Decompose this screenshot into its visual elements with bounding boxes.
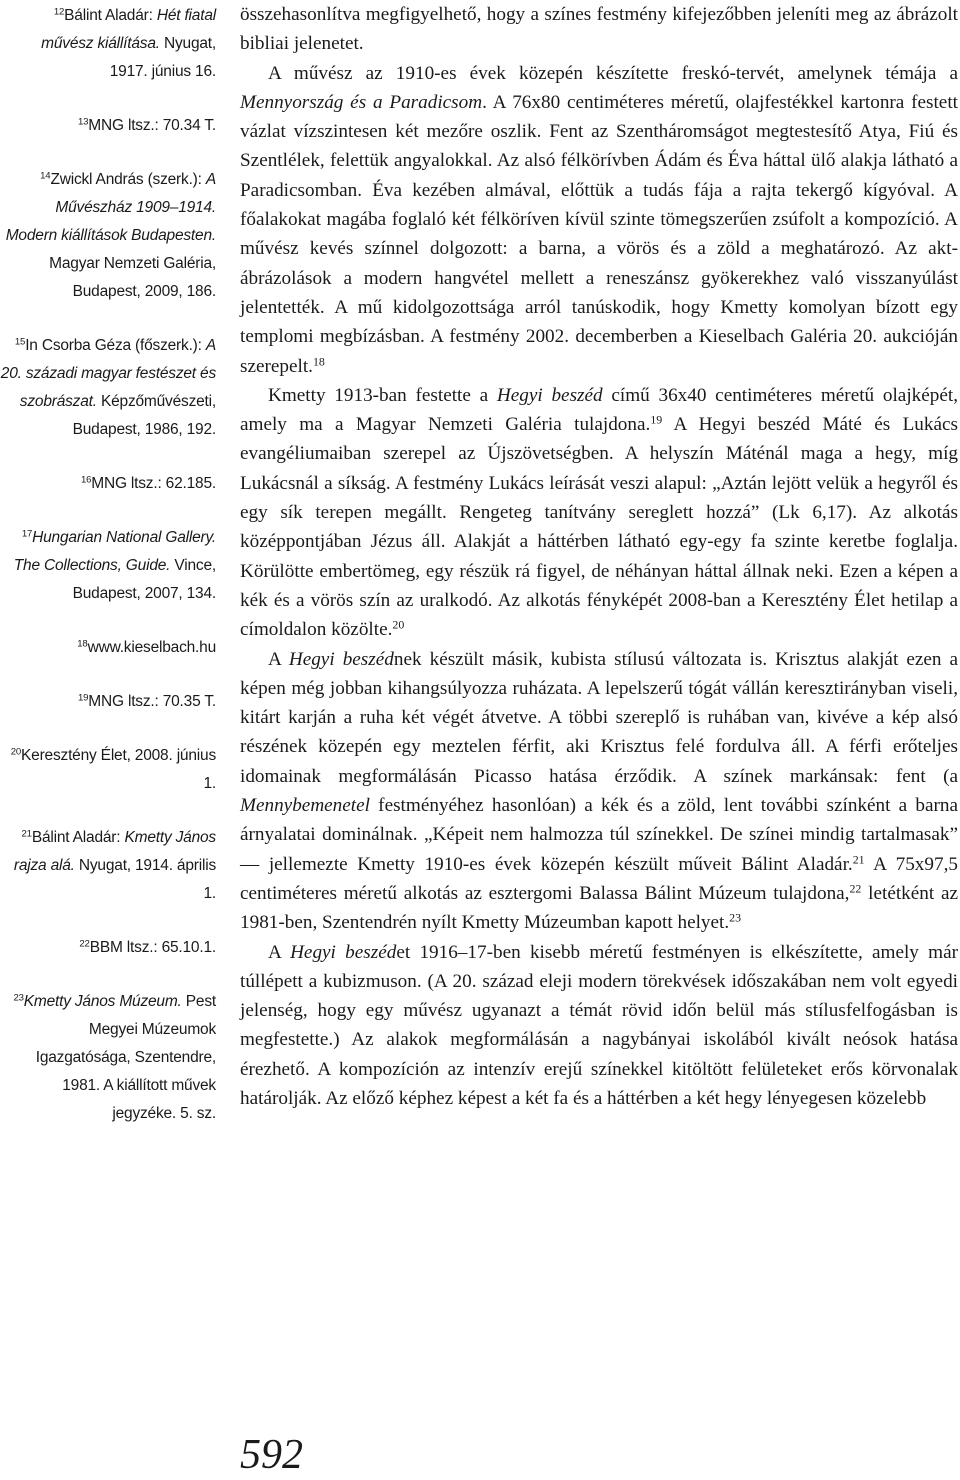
footnote-text: Hét fiatal művész kiállítása.: [41, 7, 216, 52]
text-run: nek készült másik, kubista stílusú változata is. Krisztus alakját ezen a képen még jobban kihangsúlyozza ruházata. A lepelszerű tógát vállán keresztirányban viseli, kitárt karján a ruha két végét átvetve. A többi szereplő is ruhában van, kivéve a kép alsó részének közepén egy meztelen férfit, aki Krisztus felé fordulva áll. A férfi erőteljes idomainak megformálásán Picasso hatása érződik. A színek markánsak: fent (a: [240, 648, 959, 787]
footnote-text: MNG ltsz.: 70.34 T.: [88, 117, 216, 134]
footnote-number: 17: [21, 528, 33, 540]
footnote-text: Keresztény Élet, 2008. június 1.: [21, 747, 216, 792]
footnote-text: Kmetty János rajza alá.: [13, 829, 216, 874]
footnote-text: Nyugat, 1917. június 16.: [109, 35, 216, 80]
footnote-16: [0, 470, 216, 498]
paragraph: [240, 381, 958, 645]
footnote-18: [0, 634, 216, 662]
footnote-ref: 21: [852, 852, 865, 867]
paragraph: [240, 59, 958, 381]
text-run: Mennybemenetel: [240, 795, 370, 817]
text-run: Hegyi beszéd: [290, 941, 397, 963]
footnote-ref: 23: [729, 910, 742, 925]
footnote-23: [0, 988, 216, 1128]
body-text: [240, 0, 958, 1113]
footnote-text: Bálint Aladár:: [64, 7, 157, 24]
footnote-text: Nyugat, 1914. április 1.: [74, 857, 216, 902]
footnote-15: [0, 332, 216, 444]
footnote-text: Zwickl András (szerk.):: [50, 171, 206, 188]
text-run: Hegyi beszéd: [496, 384, 603, 406]
footnote-17: [0, 524, 216, 608]
text-run: Mennyország és a Paradicsom: [240, 91, 483, 113]
paragraph: [240, 645, 958, 938]
footnote-text: BBM ltsz.: 65.10.1.: [89, 939, 216, 956]
footnote-14: [0, 166, 216, 306]
text-run: festményéhez hasonlóan) a kék és a zöld, lent további színként a barna árnyalatai dominálnak. „Képeit nem halmozza túl színekkel. De színei mindig tartalmasak” — jellemezte Kmetty 1910-es évek közepén készült műveit Bálint Aladár.: [240, 795, 958, 875]
footnote-number: 16: [80, 474, 92, 486]
footnote-text: Hungarian National Gallery. The Collections, Guide.: [13, 529, 216, 574]
paragraph: [240, 938, 958, 1114]
footnote-text: MNG ltsz.: 70.35 T.: [88, 693, 216, 710]
footnote-21: [0, 824, 216, 908]
footnote-13: [0, 112, 216, 140]
footnote-text: In Csorba Géza (főszerk.):: [25, 337, 206, 354]
footnote-number: 12: [53, 6, 65, 18]
footnote-number: 20: [10, 746, 22, 758]
footnote-text: Magyar Nemzeti Galéria, Budapest, 2009, 186.: [49, 255, 216, 300]
footnote-text: Vince, Budapest, 2007, 134.: [72, 557, 216, 602]
text-run: A: [268, 648, 289, 670]
footnote-number: 22: [79, 938, 90, 950]
text-run: A: [268, 941, 291, 963]
footnote-ref: 19: [650, 412, 663, 427]
footnote-number: 23: [13, 992, 24, 1004]
footnote-19: [0, 688, 216, 716]
text-run: . A 76x80 centiméteres méretű, olajfestékkel kartonra festett vázlat vízszintesen két mezőre oszlik. Fent az Szentháromságot megtestesítő Atya, Fiú és Szentlélek, felettük angyalokkal. Az alsó félkörívben Ádám és Éva háttal ülő alakja látható a Paradicsomban. Éva kezében almával, előttük a tudás fája a rajta tekergő kígyóval. A főalakokat magába foglaló két félköríven kívül szinte tömegszerűen zsúfolt a kompozíció. A művész kevés színnel dolgozott: a barna, a vörös és a zöld a meghatározó. Az akt-ábrázolások a modern hangvétel mellett a reneszánsz gyökerekhez való visszanyúlást jelentették. A mű kidolgozottsága arról tanúskodik, hogy Kmetty komolyan bízott egy templomi megbízásban. A festmény 2002. decemberben a Kieselbach Galéria 20. aukcióján szerepelt.: [240, 91, 958, 377]
footnote-text: Bálint Aladár:: [31, 829, 125, 846]
text-run: Kmetty 1913-ban festette a: [268, 384, 497, 406]
footnote-ref: 20: [392, 617, 405, 632]
text-run: Hegyi beszéd: [288, 648, 394, 670]
paragraph: [240, 0, 958, 59]
footnote-text: Képzőművészeti, Budapest, 1986, 192.: [72, 393, 216, 438]
footnote-number: 13: [78, 116, 89, 128]
footnotes-column: [0, 2, 216, 1154]
text-run: A művész az 1910-es évek közepén készítette freskó-tervét, amelynek témája a: [268, 62, 958, 84]
footnote-number: 18: [77, 638, 88, 650]
footnote-number: 21: [21, 828, 32, 840]
footnote-text: A Művészház 1909–1914. Modern kiállítások Budapesten.: [5, 171, 216, 244]
footnote-number: 14: [40, 170, 51, 182]
footnote-number: 19: [78, 692, 89, 704]
footnote-number: 15: [14, 336, 26, 348]
page-number: 592: [240, 1432, 303, 1478]
text-run: A 75x97,5 centiméteres méretű alkotás az esztergomi Balassa Bálint Múzeum tulajdona,: [240, 853, 958, 904]
footnote-text: Pest Megyei Múzeumok Igazgatósága, Szentendre, 1981. A kiállított művek jegyzéke. 5. sz.: [35, 993, 216, 1122]
footnote-text: MNG ltsz.: 62.185.: [91, 475, 216, 492]
footnote-20: [0, 742, 216, 798]
text-run: című 36x40 centiméteres méretű olajképét, amely ma a Magyar Nemzeti Galéria tulajdona.: [240, 384, 959, 436]
text-run: A Hegyi beszéd Máté és Lukács evangéliumaiban szerepel az Újszövetségben. A helyszín Máténál maga a hegy, míg Lukácsnál a síkság. A festmény Lukács leírását veszi alapul: „Aztán lejött velük a hegyről és egy sík terepen megállt. Rengeteg tanítvány sereglett hozzá” (Lk 6,17). Az alkotás középpontjában Jézus áll. Alakját a háttérben látható egy-egy fa szinte keretbe foglalja. Körülötte embertömeg, egy részük rá figyel, de néhányan háttal állnak neki. Ezen a képen a kék és a vörös szín az uralkodó. Az alkotás fényképét 2008-ban a Keresztény Élet hetilap a címoldalon közölte.: [240, 414, 958, 641]
footnote-text: Kmetty János Múzeum.: [23, 993, 182, 1010]
footnote-ref: 18: [312, 354, 325, 369]
text-run: et 1916–17-ben kisebb méretű festményen is elkészítette, amely már túllépett a kubizmuson. (A 20. század eleji modern törekvések időszakában nem volt egyedi jelenség, hogy egy művész ugyanazt a témát rövid időn belül más stílusfelfogásban is megfestette.) Az alakok megformálásán a nagybányai iskolából kivált neósok hatása érezhető. A kompozíción az intenzív erejű színekkel kitöltött felületeket erős körvonalak határolják. Az előző képhez képest a két fa és a háttérben a két hegy lényegesen közelebb: [240, 941, 959, 1109]
text-run: összehasonlítva megfigyelhető, hogy a színes festmény kifejezőbben jeleníti meg az ábrázolt bibliai jelenetet.: [240, 4, 958, 55]
footnote-22: [0, 934, 216, 962]
footnote-text: www.kieselbach.hu: [87, 639, 216, 656]
footnote-ref: 22: [849, 881, 862, 896]
footnote-text: A 20. századi magyar festészet és szobrászat.: [0, 337, 216, 410]
text-run: letétként az 1981-ben, Szentendrén nyílt Kmetty Múzeumban kapott helyet.: [240, 882, 958, 934]
footnote-12: [0, 2, 216, 86]
